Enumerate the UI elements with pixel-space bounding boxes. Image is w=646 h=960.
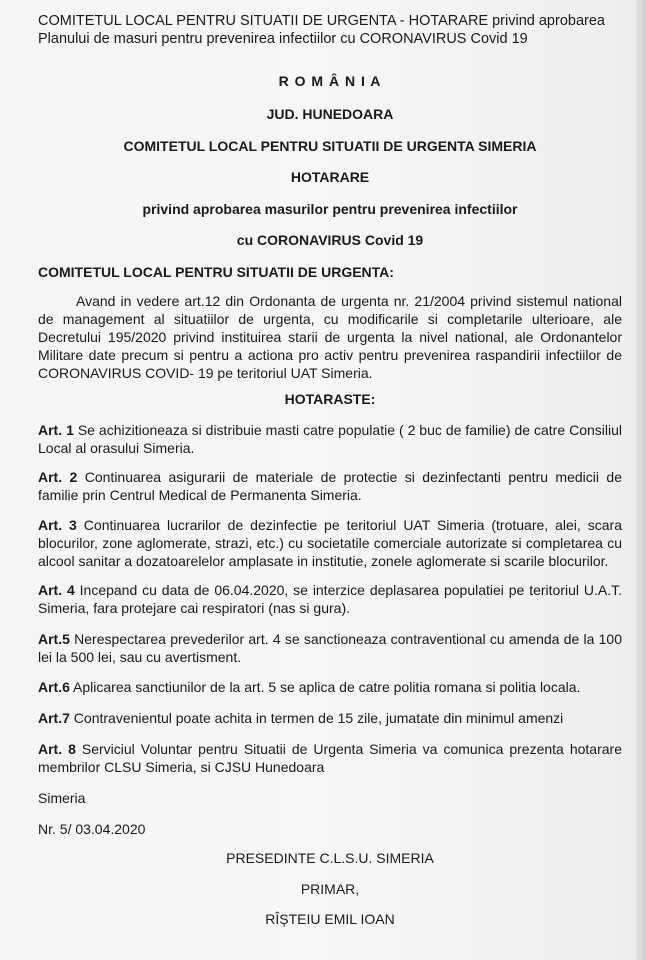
article-label: Art.5 [38, 631, 70, 647]
article-text: Continuarea lucrarilor de dezinfectie pe teritoriul UAT Simeria (trotuare, alei, scara blocurilor, zone aglomerate, strazi, etc.) cu societatile comerciale autorizate si completarea cu alcool sanitar a dozatoarelelor amplasate in institutie, zonele aglomerate si scarile blocurilor. [38, 517, 622, 569]
decides-heading: HOTARASTE: [284, 391, 376, 407]
article-6 [38, 678, 622, 696]
heading-county: JUD. HUNEDOARA [266, 106, 394, 122]
article-text: Contravenientul poate achita in termen de 15 zile, jumatate din minimul amenzi [69, 710, 564, 726]
article-label: Art. 2 [38, 469, 78, 485]
article-8 [38, 740, 622, 776]
signature-title: PRIMAR, [300, 881, 360, 897]
article-3 [38, 516, 622, 570]
article-label: Art.7 [38, 710, 70, 726]
heading-country: R O M Â N I A [278, 73, 382, 89]
place-line: Simeria [38, 790, 86, 806]
heading-committee: COMITETUL LOCAL PENTRU SITUATII DE URGENTA SIMERIA [123, 138, 537, 154]
article-text: Nerespectarea prevederilor art. 4 se sanctioneaza contraventional cu amenda de la 100 lei la 500 lei, sau cu avertisment. [38, 631, 622, 665]
header-line-2: Planului de masuri pentru prevenirea infectiilor cu CORONAVIRUS Covid 19 [38, 31, 528, 47]
article-label: Art.6 [38, 679, 70, 695]
document-type: HOTARARE [290, 169, 370, 185]
article-label: Art. 4 [38, 582, 75, 598]
signature-role: PRESEDINTE C.L.S.U. SIMERIA [226, 850, 434, 866]
header-title: COMITETUL LOCAL PENTRU SITUATII DE URGENTA - HOTARARE [38, 13, 489, 29]
article-text: Aplicarea sanctiunilor de la art. 5 se aplica de catre politia romana si politia locala. [69, 679, 581, 695]
preamble-paragraph: Avand in vedere art.12 din Ordonanta de urgenta nr. 21/2004 privind sistemul national de management al situatiilor de urgenta, cu modificarile si completarile ulterioare, ale Decretului 195/2020 privind instituirea starii de urgenta la nivel national, ale Ordonantelor Militare date precum si pentru a actiona pro activ pentru prevenirea raspandirii infectiilor de CORONAVIRUS COVID- 19 pe teritoriul UAT Simeria. [38, 293, 622, 381]
document-number: Nr. 5/ 03.04.2020 [38, 821, 146, 837]
article-text: Serviciul Voluntar pentru Situatii de Urgenta Simeria va comunica prezenta hotarare membrilor CLSU Simeria, si CJSU Hunedoara [38, 741, 622, 775]
article-label: Art. 1 [38, 422, 74, 438]
subject-line-2: cu CORONAVIRUS Covid 19 [236, 232, 424, 248]
page-edge-shadow [636, 0, 646, 960]
article-label: Art. 8 [38, 741, 76, 757]
signature-name: RÎȘTEIU EMIL IOAN [265, 911, 395, 927]
article-1 [38, 421, 622, 457]
header-title-suffix: privind aprobarea [488, 13, 605, 29]
issuer-line: COMITETUL LOCAL PENTRU SITUATII DE URGENTA: [38, 264, 394, 280]
document-header [38, 12, 622, 48]
subject-line-1: privind aprobarea masurilor pentru prevenirea infectiilor [142, 201, 518, 217]
article-7 [38, 709, 622, 727]
article-2 [38, 468, 622, 504]
article-text: Continuarea asigurarii de materiale de protectie si dezinfectanti pentru medicii de familie prin Centrul Medical de Permanenta Simeria. [38, 469, 622, 503]
article-label: Art. 3 [38, 517, 77, 533]
article-text: Incepand cu data de 06.04.2020, se interzice deplasarea populatiei pe teritoriul U.A.T. Simeria, fara protejare cai respiratori (nas si gura). [38, 582, 622, 616]
header-line-1 [38, 12, 622, 30]
article-4 [38, 581, 622, 617]
article-text: Se achizitioneaza si distribuie masti catre populatie ( 2 buc de familie) de catre Consiliul Local al orasului Simeria. [38, 422, 622, 456]
article-5 [38, 630, 622, 666]
